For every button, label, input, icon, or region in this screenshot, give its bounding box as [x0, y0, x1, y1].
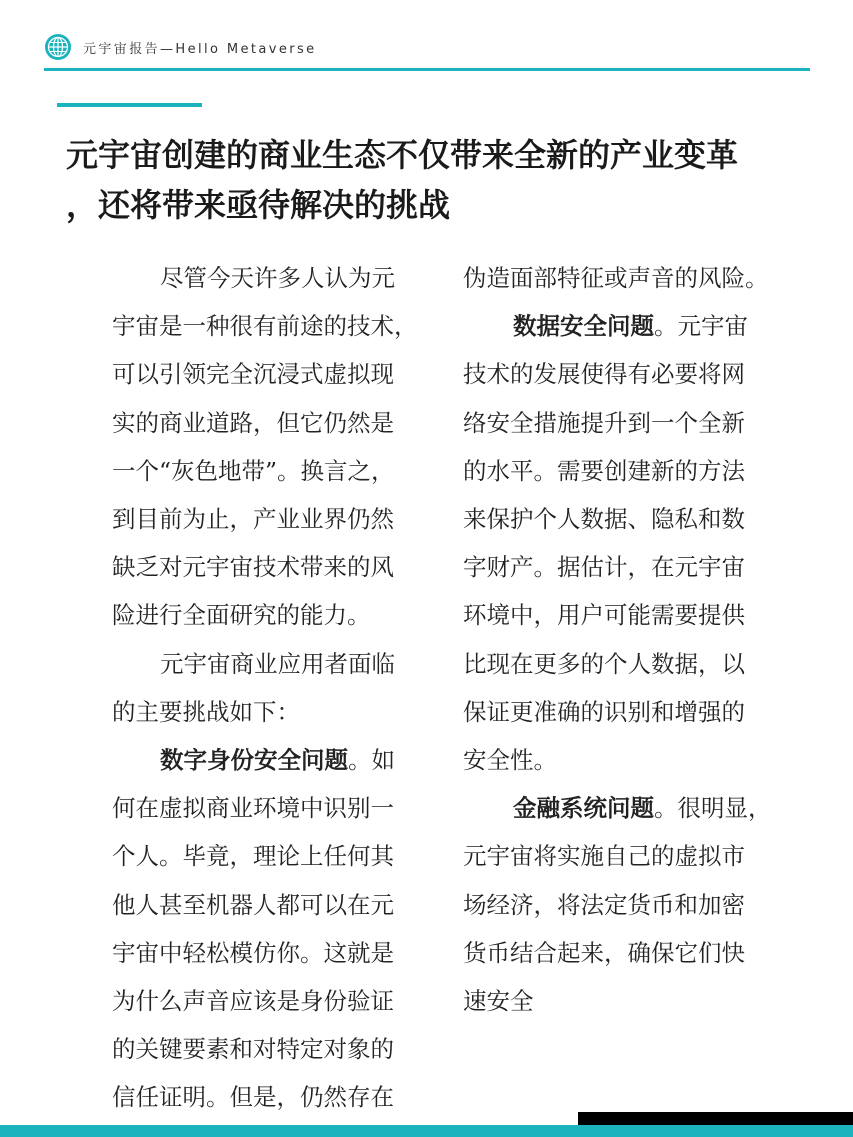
left-column	[112, 254, 447, 1122]
title-accent-bar	[57, 103, 202, 107]
text-line: 何在虚拟商业环境中识别一	[112, 794, 394, 823]
text-line: 速安全	[463, 987, 534, 1016]
text-line: 实的商业道路，但它仍然是	[112, 408, 394, 437]
text-line: 他人甚至机器人都可以在元	[112, 890, 394, 919]
text-line: 元宇宙商业应用者面临	[160, 649, 395, 678]
text-line: 尽管今天许多人认为元	[160, 264, 395, 292]
text-fragment: 。如	[348, 746, 395, 775]
text-line: 的主要挑战如下：	[112, 697, 300, 726]
header-title: 元宇宙报告—Hello Metaverse	[83, 41, 317, 57]
text-line: 为什么声音应该是身份验证	[112, 987, 394, 1016]
paragraph-identity-continued	[463, 254, 833, 302]
text-line	[463, 784, 833, 832]
globe-grid-icon	[44, 33, 72, 61]
footer-black-bar	[578, 1112, 853, 1126]
text-line: 技术的发展使得有必要将网	[463, 360, 745, 389]
text-line: 字财产。据估计，在元宇宙	[463, 553, 745, 582]
text-line: 的关键要素和对特定对象的	[112, 1035, 394, 1064]
text-line: 元宇宙将实施自己的虚拟市	[463, 842, 745, 871]
text-line: 络安全措施提升到一个全新	[463, 408, 745, 437]
text-line: 安全性。	[463, 746, 557, 775]
text-line	[463, 302, 833, 350]
text-line: 环境中，用户可能需要提供	[463, 601, 745, 630]
text-line: 一个“灰色地带”。换言之，	[112, 456, 395, 485]
paragraph-financial-system	[463, 784, 833, 1025]
text-line	[112, 736, 447, 784]
text-line: 宇宙中轻松模仿你。这就是	[112, 938, 394, 967]
text-fragment: 。元宇宙	[654, 312, 748, 341]
text-line: 比现在更多的个人数据，以	[463, 649, 745, 678]
title-line: 元宇宙创建的商业生态不仅带来全新的产业变革	[66, 136, 739, 174]
text-line: 场经济，将法定货币和加密	[463, 890, 745, 919]
text-line: 货币结合起来，确保它们快	[463, 938, 745, 967]
footer-teal-bar	[0, 1125, 853, 1137]
header-divider	[44, 68, 810, 71]
page-header	[44, 32, 317, 62]
text-line: 个人。毕竟，理论上任何其	[112, 842, 394, 871]
text-line: 来保护个人数据、隐私和数	[463, 505, 745, 534]
paragraph-digital-identity	[112, 736, 447, 1122]
right-column	[463, 254, 833, 1025]
text-line: 险进行全面研究的能力。	[112, 601, 371, 630]
section-heading: 数字身份安全问题	[160, 746, 348, 775]
text-line: 的水平。需要创建新的方法	[463, 456, 745, 485]
paragraph-data-security	[463, 302, 833, 784]
title-line: ，还将带来亟待解决的挑战	[66, 186, 451, 224]
text-line: 缺乏对元宇宙技术带来的风	[112, 553, 394, 582]
section-heading: 金融系统问题	[513, 794, 654, 823]
page-title	[66, 130, 816, 230]
section-heading: 数据安全问题	[513, 312, 654, 341]
paragraph-intro	[112, 254, 447, 640]
text-line: 可以引领完全沉浸式虚拟现	[112, 360, 394, 389]
text-line: 宇宙是一种很有前途的技术，	[112, 312, 418, 341]
paragraph-challenges	[112, 640, 447, 736]
text-fragment: 。很明显，	[654, 794, 772, 823]
text-line: 保证更准确的识别和增强的	[463, 697, 745, 726]
text-line: 信任证明。但是，仍然存在	[112, 1083, 394, 1112]
text-line: 伪造面部特征或声音的风险。	[463, 264, 769, 292]
text-line: 到目前为止，产业业界仍然	[112, 505, 394, 534]
